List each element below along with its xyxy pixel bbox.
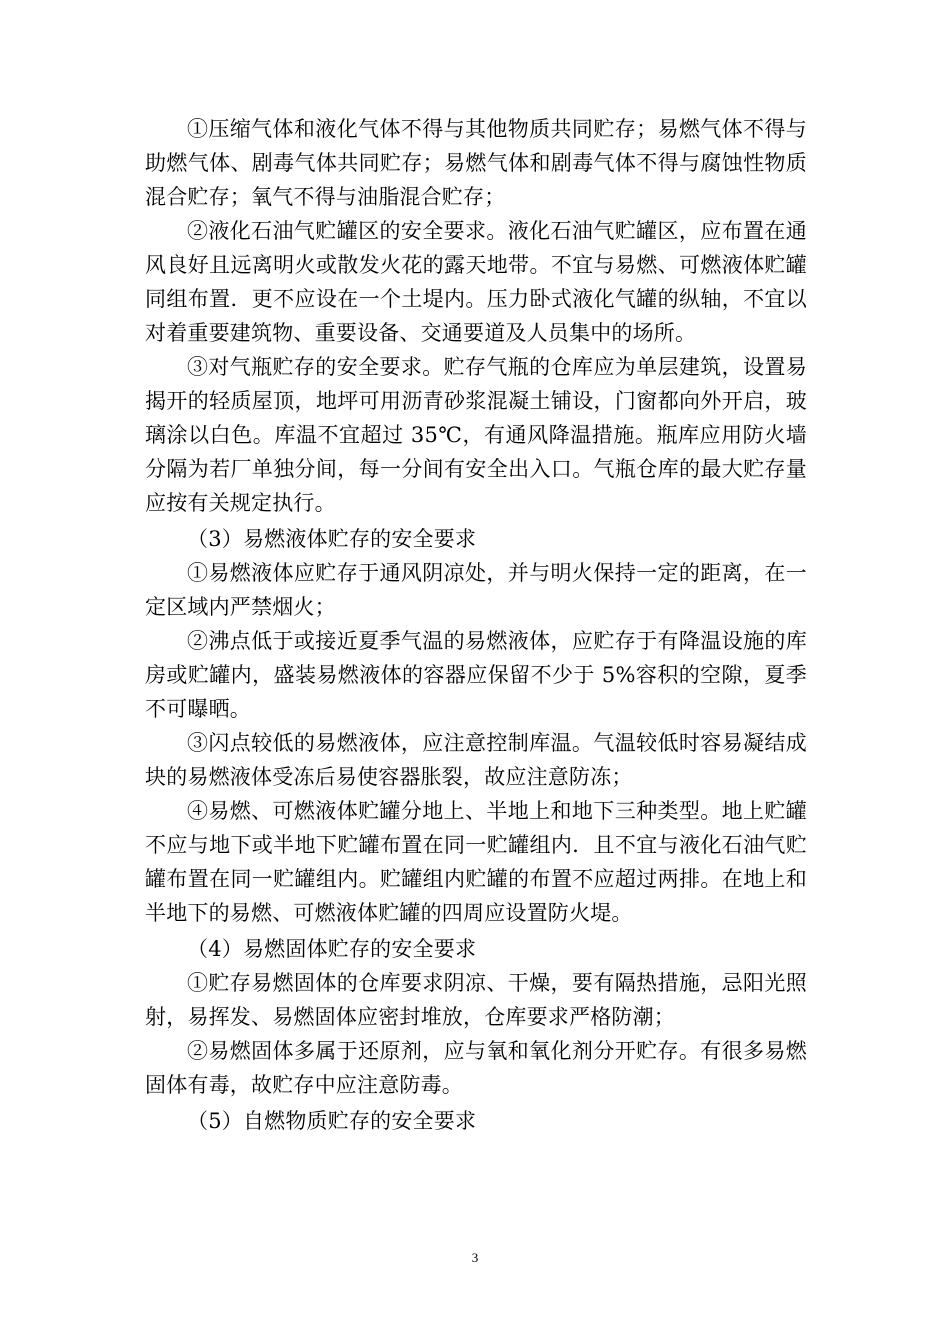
section-heading-spontaneous-combustion: （5）自燃物质贮存的安全要求 [187, 1109, 477, 1133]
page-number: 3 [471, 1250, 479, 1265]
section-heading-flammable-solids: （4）易燃固体贮存的安全要求 [187, 937, 477, 961]
paragraph-gas-cylinder-storage: ③对气瓶贮存的安全要求。贮存气瓶的仓库应为单层建筑，设置易揭开的轻质屋顶，地坪可用沥青砂浆混凝土铺设，门窗都向外开启，玻璃涂以白色。库温不宜超过 35℃，有通风降温措施。瓶库应用防火墙分隔为若厂单独分间，每一分间有安全出入口。气瓶仓库的最大贮存量应按有关规定执行。 [145, 355, 807, 515]
paragraph-lpg-tank-area: ②液化石油气贮罐区的安全要求。液化石油气贮罐区，应布置在通风良好且远离明火或散发火花的露天地带。不宜与易燃、可燃液体贮罐同组布置．更不应设在一个土堤内。压力卧式液化气罐的纵轴，不宜以对着重要建筑物、重要设备、交通要道及人员集中的场所。 [145, 219, 807, 345]
paragraph-flammable-solid-1: ①贮存易燃固体的仓库要求阴凉、干燥，要有隔热措施，忌阳光照射，易挥发、易燃固体应密封堆放，仓库要求严格防潮； [145, 971, 807, 1029]
paragraph-flammable-solid-2: ②易燃固体多属于还原剂，应与氧和氧化剂分开贮存。有很多易燃固体有毒，故贮存中应注意防毒。 [145, 1039, 807, 1097]
page-body [145, 112, 807, 1138]
paragraph-compressed-gas-rules: ①压缩气体和液化气体不得与其他物质共同贮存；易燃气体不得与助燃气体、剧毒气体共同贮存；易燃气体和剧毒气体不得与腐蚀性物质混合贮存；氧气不得与油脂混合贮存； [145, 117, 807, 209]
paragraph-flammable-liquid-3: ③闪点较低的易燃液体，应注意控制库温。气温较低时容易凝结成块的易燃液体受冻后易使容器胀裂，故应注意防冻； [145, 731, 807, 789]
paragraph-flammable-liquid-4: ④易燃、可燃液体贮罐分地上、半地上和地下三种类型。地上贮罐不应与地下或半地下贮罐布置在同一贮罐组内．且不宜与液化石油气贮罐布置在同一贮罐组内。贮罐组内贮罐的布置不应超过两排。在地上和半地下的易燃、可燃液体贮罐的四周应设置防火堤。 [145, 799, 807, 925]
paragraph-flammable-liquid-1: ①易燃液体应贮存于通风阴凉处，并与明火保持一定的距离，在一定区域内严禁烟火； [145, 561, 807, 619]
paragraph-flammable-liquid-2: ②沸点低于或接近夏季气温的易燃液体，应贮存于有降温设施的库房或贮罐内，盛装易燃液体的容器应保留不少于 5%容积的空隙，夏季不可曝晒。 [145, 629, 807, 721]
section-heading-flammable-liquids: （3）易燃液体贮存的安全要求 [187, 527, 477, 551]
